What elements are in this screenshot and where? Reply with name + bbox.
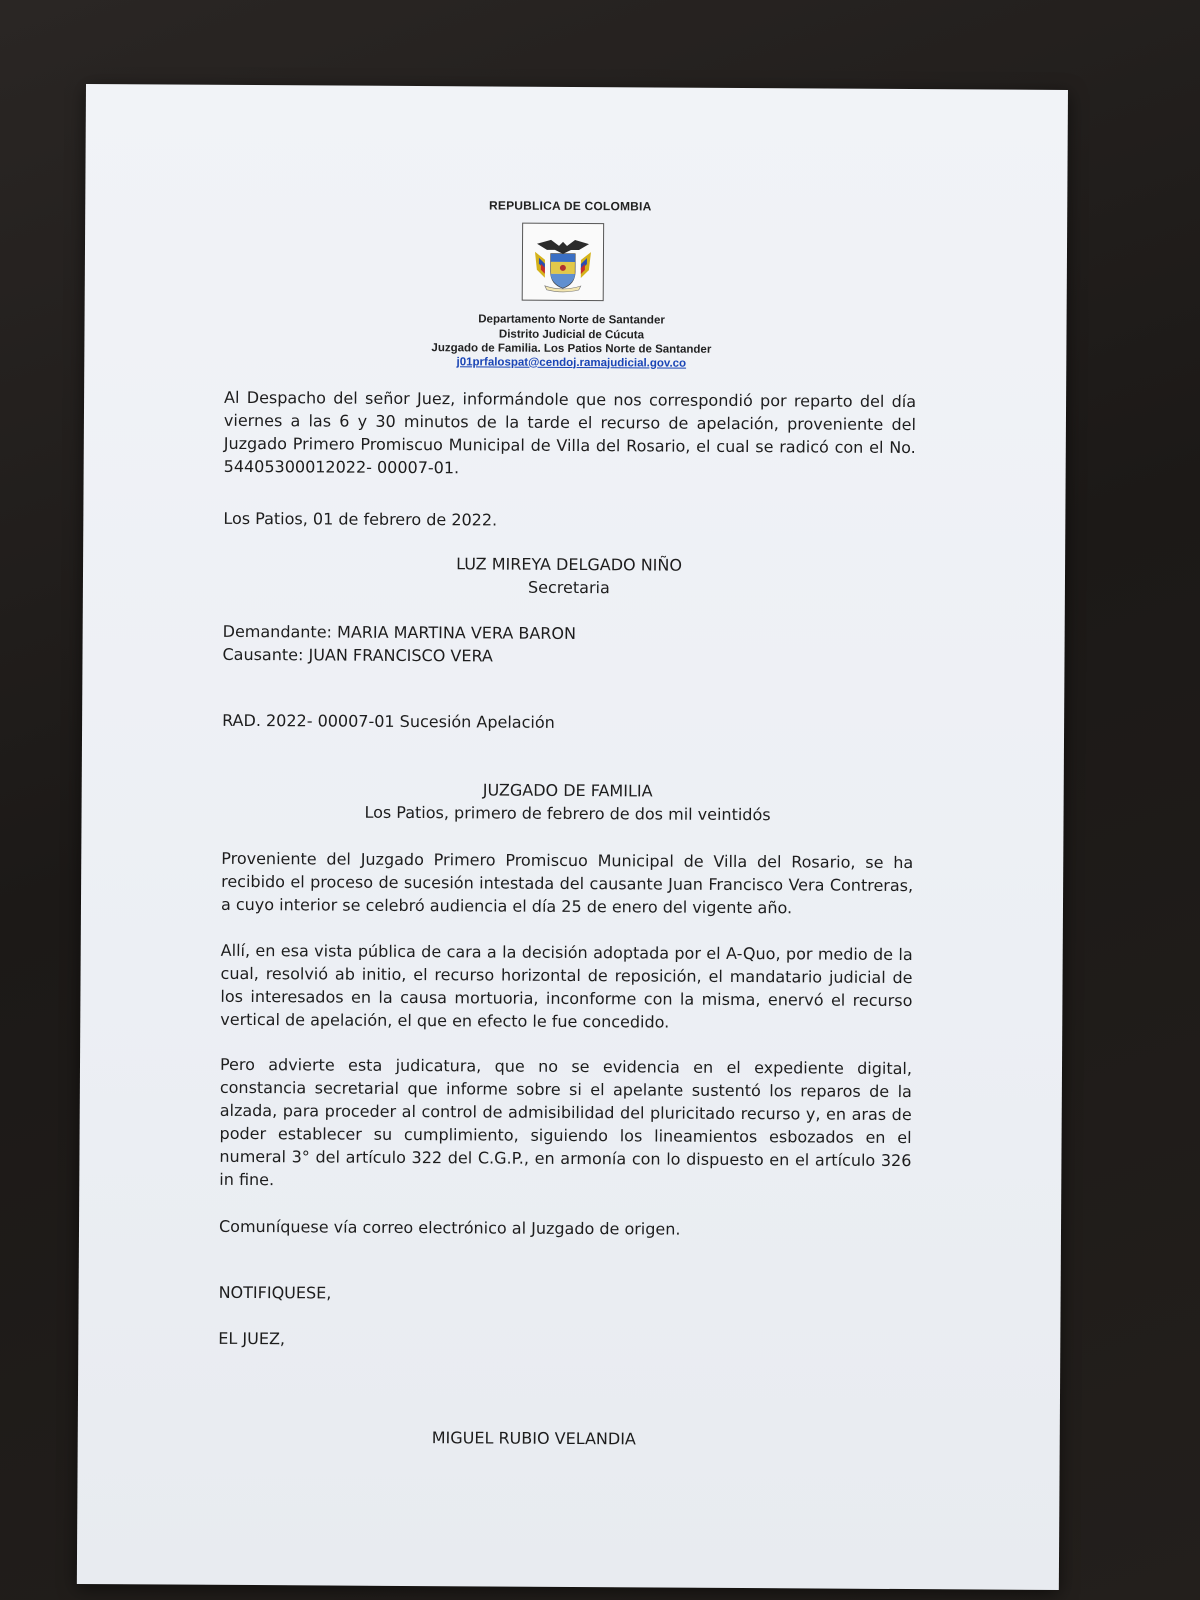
republica-heading: REPUBLICA DE COLOMBIA bbox=[489, 198, 652, 214]
judge-name: MIGUEL RUBIO VELANDIA bbox=[431, 1428, 636, 1449]
letterhead bbox=[84, 196, 1067, 371]
rad-line: RAD. 2022- 00007-01 Sucesión Apelación bbox=[222, 710, 555, 732]
department-lines bbox=[76, 310, 1066, 360]
paragraph-4: Comuníquese vía correo electrónico al Juzgado de origen. bbox=[218, 1216, 681, 1239]
secretary-name: LUZ MIREYA DELGADO NIÑO bbox=[456, 554, 683, 575]
district-line: Distrito Judicial de Cúcuta bbox=[498, 328, 645, 341]
court-heading-date: Los Patios, primero de febrero de dos mil veintidós bbox=[364, 802, 771, 825]
court-heading bbox=[221, 777, 913, 827]
department-line: Departamento Norte de Santander bbox=[478, 313, 665, 327]
paragraph-2: Allí, en esa vista pública de cara a la decisión adoptada por el A-Quo, por medio de la cual, resolvió ab initio, el recurso horizontal de reposición, el mandatario judicial de los interesados en la causa mortuoria, inconforme con la misma, enervó el recurso vertical de apelación, el que en efecto le fue concedido. bbox=[220, 940, 913, 1032]
secretarial-date: Los Patios, 01 de febrero de 2022. bbox=[223, 508, 498, 530]
notify-line: NOTIFIQUESE, bbox=[218, 1282, 332, 1303]
demandante-line: Demandante: MARIA MARTINA VERA BARON bbox=[222, 621, 577, 644]
document-page bbox=[77, 84, 1068, 1590]
paragraph-1: Proveniente del Juzgado Primero Promiscuo Municipal de Villa del Rosario, se ha recibido el proceso de sucesión intestada del causante Juan Francisco Vera Contreras, a cuyo interior se celebró audiencia el día 25 de enero del vigente año. bbox=[220, 848, 914, 918]
secretary-signature-block bbox=[223, 551, 915, 601]
court-heading-title: JUZGADO DE FAMILIA bbox=[482, 780, 653, 801]
paragraph-3: Pero advierte esta judicatura, que no se evidencia en el expediente digital, constancia secretarial que informe sobre si el apelante sustentó los reparos de la alzada, para proceder al control de admisibilidad del pluricitado recurso y, en aras de poder establecer su cumplimiento, siguiendo los lineamientos esbozados en el numeral 3° del artículo 322 del C.G.P., en armonía con lo dispuesto en el artículo 326 in fine. bbox=[219, 1054, 913, 1190]
causante-line: Causante: JUAN FRANCISCO VERA bbox=[222, 644, 493, 666]
court-line: Juzgado de Familia. Los Patios Norte de Santander bbox=[431, 342, 712, 356]
coat-of-arms-icon bbox=[522, 223, 604, 301]
secretary-title: Secretaria bbox=[527, 577, 610, 598]
court-email-link[interactable]: j01prfalospat@cendoj.ramajudicial.gov.co bbox=[456, 355, 687, 370]
judge-label: EL JUEZ, bbox=[218, 1328, 286, 1349]
parties-block bbox=[222, 620, 914, 670]
secretarial-note: Al Despacho del señor Juez, informándole que nos correspondió por reparto del día viernes a las 6 y 30 minutos de la tarde el recurso de apelación, proveniente del Juzgado Primero Promiscuo Municipal de Villa del Rosario, el cual se radicó con el No. 54405300012022- 00007-01. bbox=[223, 387, 917, 478]
